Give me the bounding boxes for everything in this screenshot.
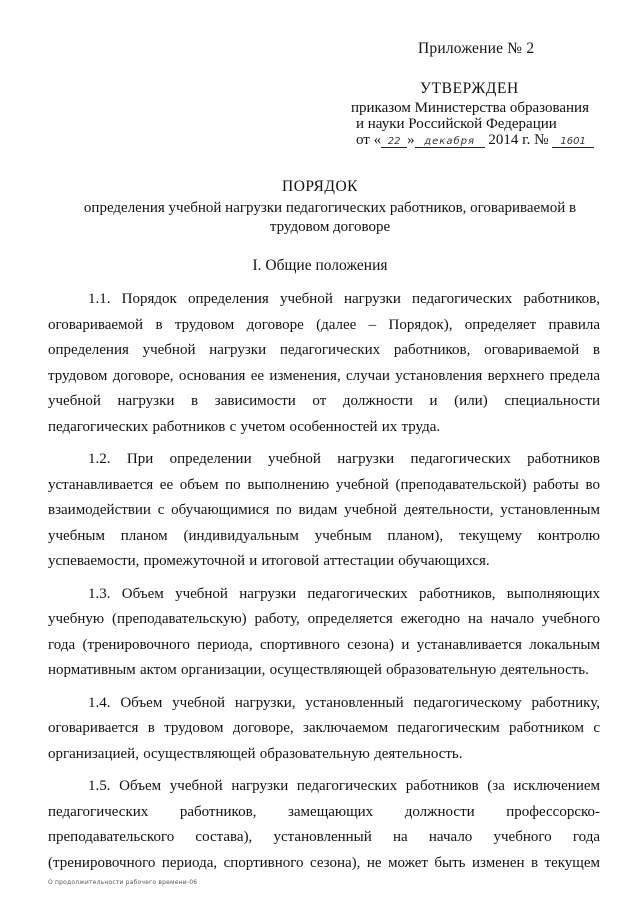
paragraph-1-5: 1.5. Объем учебной нагрузки педагогических работников (за исключением педагогических работников, замещающих должности профессорско-преподавательского состава), установленный на начало учебного года (тренировочного периода, спортивного сезона), не может быть изменен в текущем (48, 778, 600, 871)
order-month-handwritten: декабря (415, 136, 485, 148)
document-title: ПОРЯДОК (282, 178, 358, 195)
approval-line-ministry: приказом Министерства образования (351, 100, 589, 116)
order-number-handwritten: 1601 (552, 136, 594, 148)
paragraph-1-2: 1.2. При определении учебной нагрузки педагогических работников устанавливается ее объем по выполнению учебной (преподавательской) работы во взаимодействии с обучающимися по видам учебной деятельности, установленным учебным планом (индивидуальным учебным планом), текущему контролю успеваемости, промежуточной и итоговой аттестации обучающихся. (48, 451, 600, 569)
paragraph-1-1: 1.1. Порядок определения учебной нагрузки педагогических работников, оговариваемой в трудовом договоре (далее – Порядок), определяет правила определения учебной нагрузки педагогических работников, оговариваемой в трудовом договоре, основания ее изменения, случаи установления верхнего предела учебной нагрузки в зависимости от должности и (или) специальности педагогических работников с учетом особенностей их труда. (48, 291, 600, 435)
approved-stamp-title: УТВЕРЖДЕН (420, 80, 519, 97)
footer-note: О продолжительности рабочего времени-06 (48, 879, 198, 886)
paragraph-1-4: 1.4. Объем учебной нагрузки, установленный педагогическому работнику, оговаривается в трудовом договоре, заключаемом педагогическим работником с организацией, осуществляющей образовательную деятельность. (48, 694, 600, 762)
approval-line-federation: и науки Российской Федерации (356, 116, 557, 132)
paragraph-1-3: 1.3. Объем учебной нагрузки педагогических работников, выполняющих учебную (преподавательскую) работу, определяется ежегодно на начало учебного года (тренировочного периода, спортивного сезона) и устанавливается локальным нормативным актом организации, осуществляющей образовательную деятельность. (48, 585, 600, 678)
document-subtitle: определения учебной нагрузки педагогических работников, оговариваемой в трудовом договоре (83, 200, 577, 235)
order-day-handwritten: 22 (381, 136, 407, 148)
section-heading: I. Общие положения (252, 257, 388, 274)
order-reference (356, 132, 594, 149)
document-body (48, 287, 600, 883)
appendix-label: Приложение № 2 (418, 40, 535, 57)
order-mid: » (407, 132, 415, 148)
order-prefix: от « (356, 132, 382, 148)
order-year: 2014 г. № (484, 132, 553, 148)
